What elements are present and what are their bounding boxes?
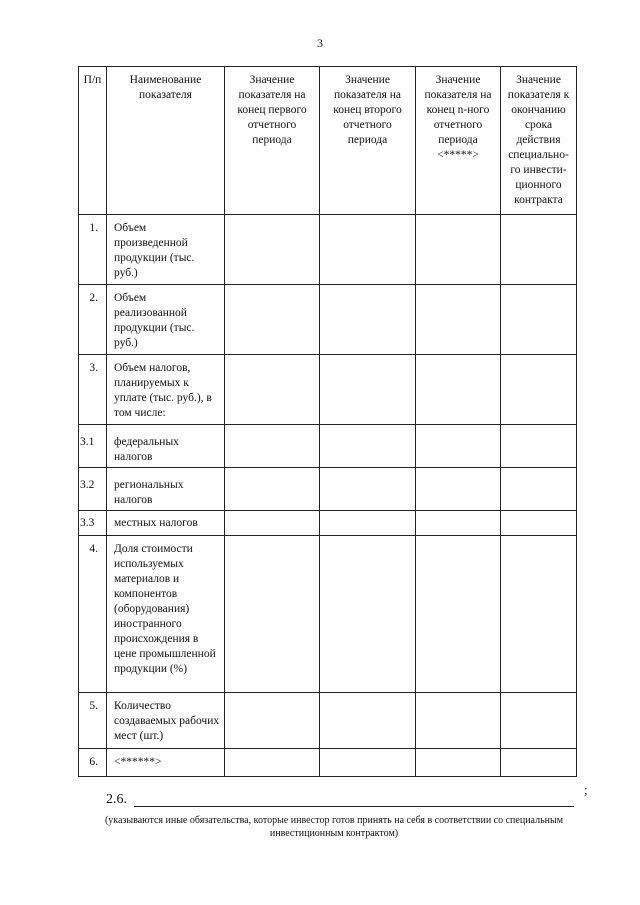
footer-note: (указываются иные обязательства, которые инвестор готов принять на себя в соответствии со специальным инвестиционным контрактом) (104, 815, 564, 839)
row-name: Объем произведенной продукции (тыс. руб.) (107, 215, 225, 285)
row-value-cell (501, 355, 577, 425)
row-name: Доля стоимости используемых материалов и компонентов (оборудования) иностранного происхождения в цене промышленной продукции (%) (107, 536, 225, 693)
table-row (79, 425, 577, 468)
row-num: 3.3 (79, 511, 107, 536)
row-value-cell (501, 285, 577, 355)
table-row (79, 285, 577, 355)
row-name: Объем налогов, планируемых к уплате (тыс. руб.), в том числе: (107, 355, 225, 425)
row-value-cell (501, 468, 577, 511)
header-num: П/п (79, 67, 107, 215)
row-value-cell (416, 285, 501, 355)
row-value-cell (225, 693, 320, 749)
row-name: местных налогов (107, 511, 225, 536)
row-value-cell (225, 425, 320, 468)
row-value-cell (225, 749, 320, 777)
table-row (79, 693, 577, 749)
table-row (79, 215, 577, 285)
row-value-cell (225, 355, 320, 425)
page-number: 3 (317, 36, 323, 50)
obligations-line (78, 782, 590, 812)
row-value-cell (320, 468, 416, 511)
blank-fill-line (134, 806, 574, 807)
row-num: 1. (79, 215, 107, 285)
row-name: региональных налогов (107, 468, 225, 511)
row-num: 3. (79, 355, 107, 425)
table-row (79, 511, 577, 536)
row-name: <******> (107, 749, 225, 777)
row-value-cell (320, 749, 416, 777)
header-name: Наименование показателя (107, 67, 225, 215)
row-value-cell (416, 215, 501, 285)
row-value-cell (320, 355, 416, 425)
header-col2: Значение показателя на конец второго отчетного периода (320, 67, 416, 215)
footer-section (78, 782, 590, 840)
row-value-cell (225, 285, 320, 355)
row-value-cell (416, 511, 501, 536)
row-name: федеральных налогов (107, 425, 225, 468)
row-value-cell (416, 536, 501, 693)
row-num: 4. (79, 536, 107, 693)
row-value-cell (416, 355, 501, 425)
row-value-cell (416, 425, 501, 468)
table-row (79, 355, 577, 425)
row-value-cell (320, 536, 416, 693)
header-col3: Значение показателя на конец n-ного отчетного периода <*****> (416, 67, 501, 215)
table-header-row (79, 67, 577, 215)
row-name: Объем реализованной продукции (тыс. руб.) (107, 285, 225, 355)
row-value-cell (416, 693, 501, 749)
row-num: 2. (79, 285, 107, 355)
row-value-cell (320, 693, 416, 749)
item-number: 2.6. (106, 792, 127, 807)
row-value-cell (501, 749, 577, 777)
row-value-cell (501, 425, 577, 468)
row-value-cell (225, 511, 320, 536)
row-value-cell (501, 215, 577, 285)
row-value-cell (320, 215, 416, 285)
row-value-cell (501, 693, 577, 749)
row-value-cell (225, 215, 320, 285)
table-row (79, 468, 577, 511)
row-value-cell (416, 468, 501, 511)
row-name: Количество создаваемых рабочих мест (шт.) (107, 693, 225, 749)
row-value-cell (320, 285, 416, 355)
row-value-cell (320, 511, 416, 536)
semicolon: ; (584, 782, 588, 797)
table-row (79, 536, 577, 693)
table-row (79, 749, 577, 777)
header-col4: Значение показателя к окончанию срока действия специально-го инвести-ционного контракта (501, 67, 577, 215)
row-value-cell (320, 425, 416, 468)
row-value-cell (225, 468, 320, 511)
row-value-cell (416, 749, 501, 777)
row-value-cell (501, 511, 577, 536)
row-value-cell (225, 536, 320, 693)
row-num: 6. (79, 749, 107, 777)
row-num: 5. (79, 693, 107, 749)
row-num: 3.1 (79, 425, 107, 468)
row-num: 3.2 (79, 468, 107, 511)
indicators-table (78, 66, 577, 777)
header-col1: Значение показателя на конец первого отчетного периода (225, 67, 320, 215)
row-value-cell (501, 536, 577, 693)
